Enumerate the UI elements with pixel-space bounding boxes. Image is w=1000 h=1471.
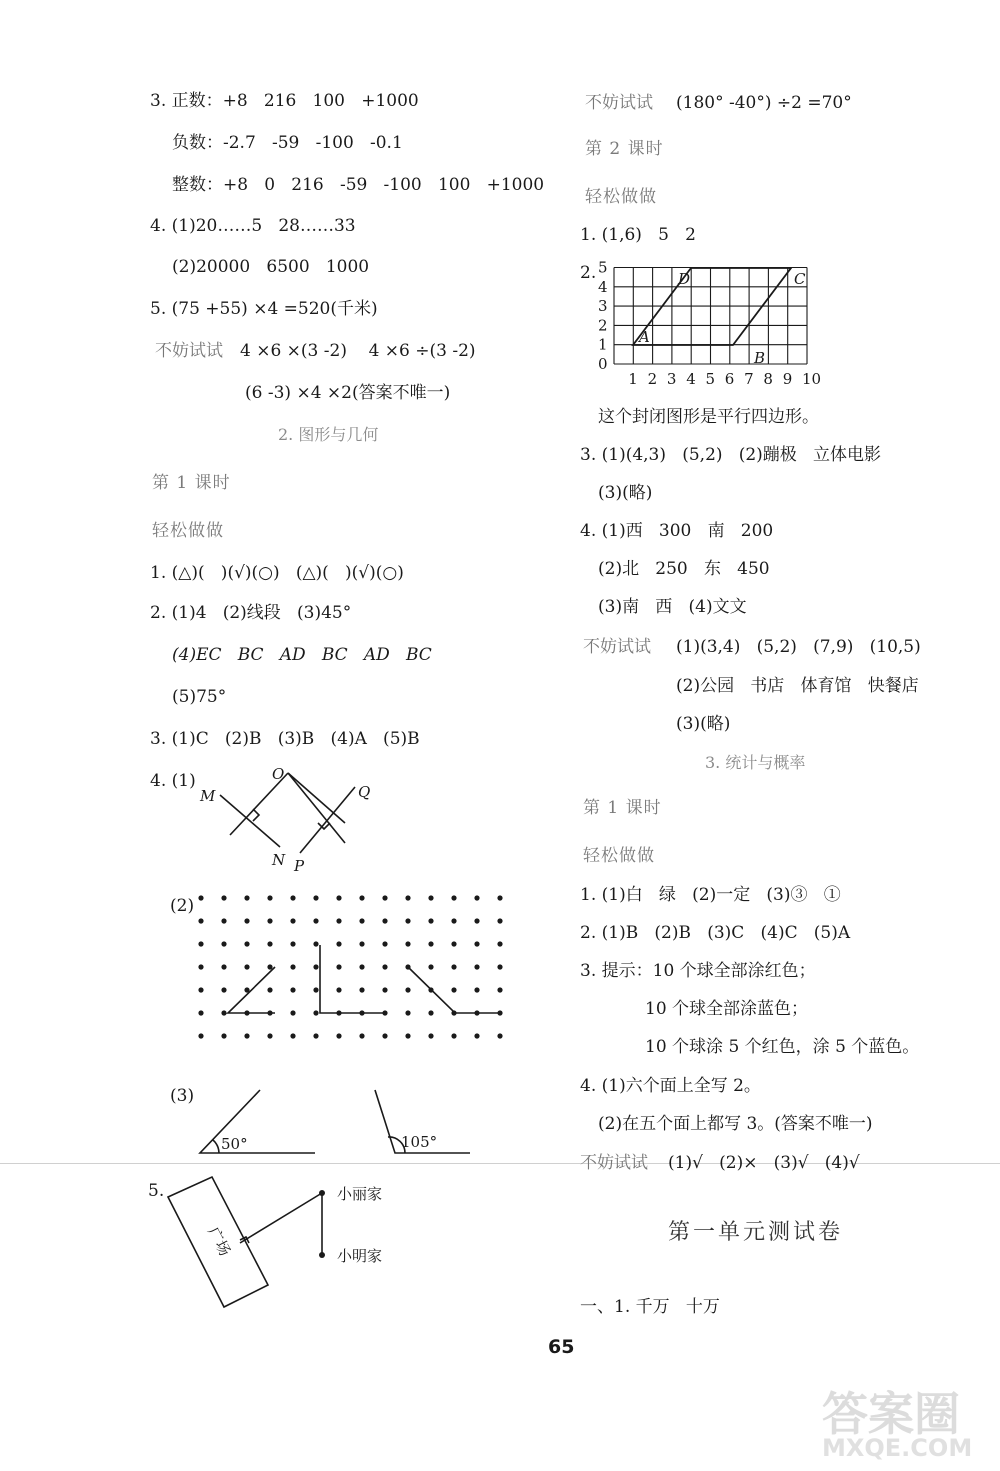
grid-dot: [382, 895, 387, 900]
point-d: D: [678, 270, 691, 288]
grid-dot: [336, 895, 341, 900]
line-geometry-q4-2: (2): [170, 896, 195, 916]
line-geometry-q3: 3. (1)C (2)B (3)B (4)A (5)B: [150, 729, 420, 749]
line-geometry-q4-3: (3): [170, 1086, 195, 1106]
line-coord-1: 1. (1,6) 5 2: [580, 225, 696, 245]
grid-dot: [290, 895, 295, 900]
lesson-1-heading: 第 1 课时: [152, 473, 231, 493]
point-c: C: [794, 270, 806, 288]
grid-dot: [474, 987, 479, 992]
try-label-left: 不妨试试: [155, 341, 223, 361]
grid-dot: [359, 1033, 364, 1038]
grid-dot: [405, 1010, 410, 1015]
line-direction-1: 4. (1)西 300 南 200: [580, 521, 774, 541]
grid-dot: [474, 941, 479, 946]
dot-grid-drawing: [195, 890, 515, 1070]
grid-x-tick: 5: [705, 370, 716, 388]
line-stat-2: 2. (1)B (2)B (3)C (4)C (5)A: [580, 923, 851, 943]
line-coord-3c: (3)(略): [598, 483, 653, 503]
label-o: O: [272, 765, 285, 783]
label-xiaoming-home: 小明家: [337, 1247, 383, 1265]
grid-dot: [405, 941, 410, 946]
line-angle-calc: (180° -40°) ÷2 =70°: [676, 93, 852, 113]
grid-x-tick: 6: [724, 370, 735, 388]
grid-dot: [336, 964, 341, 969]
grid-dot: [221, 941, 226, 946]
grid-dot: [267, 918, 272, 923]
line-try-coord-1: (1)(3,4) (5,2) (7,9) (10,5): [676, 637, 921, 657]
plaza-map: [160, 1175, 420, 1325]
grid-dot: [359, 918, 364, 923]
grid-x-tick: 8: [763, 370, 773, 388]
grid-y-tick: 1: [598, 335, 608, 354]
grid-dot: [382, 918, 387, 923]
section-geometry-title: 2. 图形与几何: [278, 425, 379, 444]
grid-dot: [336, 1033, 341, 1038]
line-positive-numbers: 3. 正数：+8 216 100 +1000: [150, 91, 419, 111]
line-geometry-q2c: (5)75°: [172, 687, 227, 707]
grid-dot: [221, 987, 226, 992]
grid-dot: [359, 895, 364, 900]
grid-dot: [474, 964, 479, 969]
label-p: P: [294, 857, 305, 875]
grid-dot: [198, 987, 203, 992]
grid-dot: [405, 918, 410, 923]
grid-dot: [313, 941, 318, 946]
xiaoming-dot: [319, 1252, 325, 1258]
grid-x-tick: 10: [802, 370, 822, 388]
grid-dot: [290, 964, 295, 969]
grid-dot: [382, 987, 387, 992]
grid-dot: [497, 1033, 502, 1038]
grid-y-tick: 2: [598, 316, 608, 335]
line-unit-test-1: 一、1. 千万 十万: [580, 1297, 720, 1317]
grid-dot: [313, 918, 318, 923]
line-stat-7: (2)在五个面上都写 3。(答案不唯一): [598, 1114, 873, 1134]
grid-dot: [336, 918, 341, 923]
label-angle-105: 105°: [401, 1133, 438, 1151]
lesson-2-heading: 第 2 课时: [585, 139, 664, 159]
perpendicular-figure: [190, 765, 370, 875]
angle-50-arc: [213, 1140, 219, 1153]
grid-dot: [267, 1033, 272, 1038]
grid-x-tick: 3: [666, 370, 677, 388]
watermark-logo: 答案圈: [822, 1387, 960, 1441]
grid-y-tick: 4: [598, 277, 608, 296]
label-xiaoli-home: 小丽家: [337, 1185, 383, 1203]
grid-dot: [267, 941, 272, 946]
grid-dot: [428, 1010, 433, 1015]
line-try-coord-2: (2)公园 书店 体育馆 快餐店: [676, 676, 919, 696]
grid-dot: [451, 964, 456, 969]
line-q5-map: 5.: [148, 1181, 165, 1201]
grid-y-tick: 5: [598, 258, 608, 277]
grid-dot: [382, 941, 387, 946]
line-integers: 整数：+8 0 216 -59 -100 100 +1000: [172, 175, 545, 195]
grid-dot: [451, 987, 456, 992]
angle-drawings: [195, 1085, 485, 1160]
grid-dot: [221, 1033, 226, 1038]
grid-dot: [428, 895, 433, 900]
grid-dot: [405, 895, 410, 900]
grid-dot: [359, 964, 364, 969]
line-coord-2: 2.: [580, 263, 597, 283]
label-plaza: 广场: [204, 1224, 235, 1259]
grid-dot: [198, 1010, 203, 1015]
easy-heading-right-2: 轻松做做: [583, 846, 655, 866]
path-to-xiaoli: [240, 1193, 322, 1243]
line-try-1: 4 ×6 ×(3 -2) 4 ×6 ÷(3 -2): [240, 341, 476, 361]
grid-dot: [221, 895, 226, 900]
grid-dot: [313, 895, 318, 900]
try-label-right-3: 不妨试试: [580, 1153, 648, 1173]
line-coord-3: 3. (1)(4,3) (5,2) (2)蹦极 立体电影: [580, 445, 882, 465]
grid-dot: [497, 964, 502, 969]
grid-x-tick: 2: [647, 370, 658, 388]
line-try-2: (6 -3) ×4 ×2(答案不唯一): [245, 383, 451, 403]
grid-dot: [474, 895, 479, 900]
grid-dot: [221, 918, 226, 923]
grid-dot: [267, 987, 272, 992]
unit-test-title: 第一单元测试卷: [668, 1220, 844, 1245]
shape-angle-2: [320, 945, 385, 1013]
line-symbols: 1. (△)( )(√)(○) (△)( )(√)(○): [150, 563, 404, 583]
grid-dot: [428, 964, 433, 969]
coordinate-grid: [596, 258, 826, 393]
grid-dot: [244, 941, 249, 946]
line-mn: [220, 795, 280, 847]
easy-heading-right-1: 轻松做做: [585, 187, 657, 207]
line-stat-6: 4. (1)六个面上全写 2。: [580, 1076, 761, 1096]
line-direction-3: (3)南 西 (4)文文: [598, 597, 747, 617]
line-try-coord-3: (3)(略): [676, 714, 731, 734]
grid-dot: [497, 918, 502, 923]
grid-dot: [267, 964, 272, 969]
try-label-right-1: 不妨试试: [585, 93, 653, 113]
grid-dot: [198, 964, 203, 969]
line-q4-1: 4. (1)20……5 28……33: [150, 216, 356, 236]
grid-dot: [290, 1010, 295, 1015]
right-angle-mark-1: [253, 809, 259, 821]
line-geometry-q4: 4. (1): [150, 771, 196, 791]
grid-dot: [290, 1033, 295, 1038]
grid-y-tick: 3: [598, 297, 608, 316]
grid-dot: [474, 1033, 479, 1038]
grid-dot: [359, 987, 364, 992]
grid-dot: [290, 918, 295, 923]
grid-dot: [382, 1033, 387, 1038]
grid-dot: [451, 918, 456, 923]
grid-dot: [267, 895, 272, 900]
grid-y-tick: 0: [598, 355, 608, 373]
grid-dot: [290, 987, 295, 992]
label-n: N: [272, 851, 286, 869]
grid-dot: [382, 964, 387, 969]
grid-dot: [451, 941, 456, 946]
grid-x-tick: 7: [744, 370, 754, 388]
angle-50: [200, 1090, 315, 1153]
line-geometry-q2b: (4)EC BC AD BC AD BC: [172, 645, 432, 665]
grid-dot: [359, 941, 364, 946]
try-label-right-2: 不妨试试: [583, 637, 651, 657]
line-stat-5: 10 个球涂 5 个红色，涂 5 个蓝色。: [645, 1037, 920, 1057]
grid-x-tick: 1: [628, 370, 638, 388]
line-q5: 5. (75 +55) ×4 =520(千米): [150, 299, 378, 319]
grid-dot: [474, 918, 479, 923]
point-a: A: [639, 328, 650, 346]
line-q4-2: (2)20000 6500 1000: [172, 257, 370, 277]
grid-dot: [336, 987, 341, 992]
grid-dot: [405, 987, 410, 992]
line-direction-2: (2)北 250 东 450: [598, 559, 770, 579]
grid-dot: [244, 918, 249, 923]
grid-dot: [497, 941, 502, 946]
watermark-url: MXQE.COM: [822, 1434, 973, 1462]
grid-dot: [405, 1033, 410, 1038]
xiaoli-dot: [319, 1190, 325, 1196]
grid-dot: [313, 987, 318, 992]
grid-dot: [313, 1033, 318, 1038]
grid-dot: [198, 941, 203, 946]
grid-dot: [221, 1010, 226, 1015]
line-oq-parallel: [288, 773, 345, 823]
easy-heading-left: 轻松做做: [152, 521, 224, 541]
grid-dot: [244, 964, 249, 969]
grid-dot: [428, 918, 433, 923]
point-b: B: [754, 349, 766, 367]
page-number: 65: [548, 1336, 575, 1358]
grid-dot: [290, 941, 295, 946]
grid-x-tick: 9: [782, 370, 793, 388]
grid-dot: [244, 895, 249, 900]
grid-dot: [497, 987, 502, 992]
grid-dot: [428, 941, 433, 946]
grid-dot: [198, 1033, 203, 1038]
grid-dot: [451, 895, 456, 900]
grid-dot: [221, 964, 226, 969]
grid-dot: [313, 1010, 318, 1015]
line-stat-3: 3. 提示：10 个球全部涂红色；: [580, 961, 816, 981]
section-statistics-title: 3. 统计与概率: [705, 753, 806, 772]
line-stat-1: 1. (1)白 绿 (2)一定 (3)③ ①: [580, 885, 841, 905]
grid-x-tick: 4: [686, 370, 696, 388]
grid-dot: [198, 895, 203, 900]
grid-dot: [336, 941, 341, 946]
label-angle-50: 50°: [221, 1135, 248, 1153]
label-m: M: [200, 787, 216, 805]
lesson-1-heading-right: 第 1 课时: [583, 798, 662, 818]
line-parallelogram: 这个封闭图形是平行四边形。: [598, 407, 819, 427]
label-q: Q: [358, 783, 371, 801]
grid-dot: [428, 1033, 433, 1038]
grid-dot: [497, 895, 502, 900]
grid-dot: [451, 1033, 456, 1038]
grid-dot: [313, 964, 318, 969]
line-stat-4: 10 个球全部涂蓝色；: [645, 999, 809, 1019]
grid-dot: [198, 918, 203, 923]
grid-dot: [244, 1033, 249, 1038]
line-try-stat: (1)√ (2)× (3)√ (4)√: [668, 1153, 860, 1173]
line-negative-numbers: 负数：-2.7 -59 -100 -0.1: [172, 133, 403, 153]
line-geometry-q2a: 2. (1)4 (2)线段 (3)45°: [150, 603, 352, 623]
